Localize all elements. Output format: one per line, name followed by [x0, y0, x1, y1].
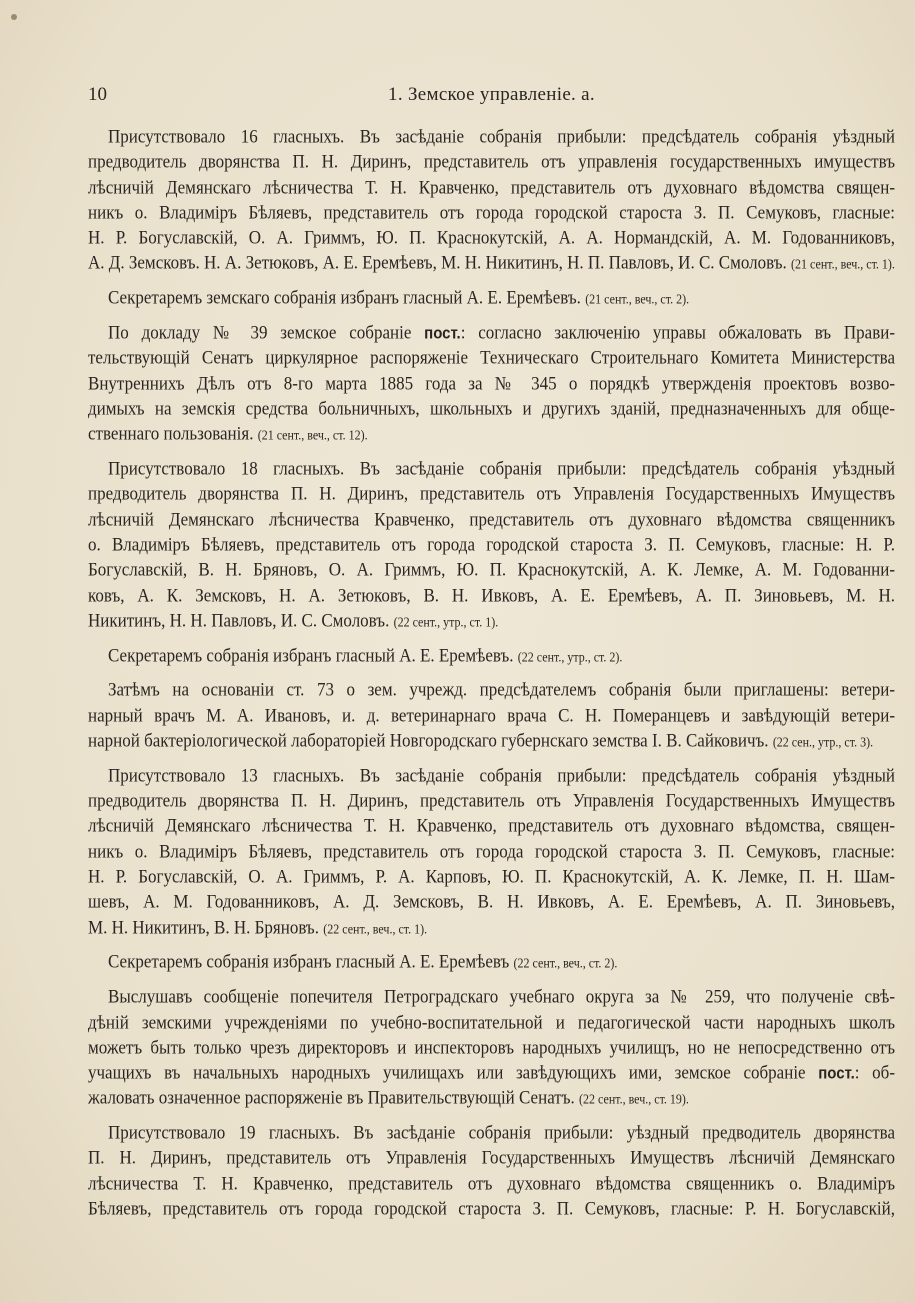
line-text: предводитель дворянства П. Н. Диринъ, представитель отъ управленія государственныхъ имуществъ: [88, 151, 895, 173]
line-text: Секретаремъ собранія избранъ гласный А. Е. Еремѣевъ: [108, 951, 510, 973]
text-line: [108, 641, 895, 669]
text-line: [88, 148, 895, 176]
paragraph: [88, 456, 895, 633]
text-line: [88, 1144, 895, 1172]
ink-spot: [11, 14, 17, 20]
text-line: [88, 198, 895, 226]
page-number: 10: [88, 84, 107, 105]
session-reference: (22 сент., веч., ст. 2).: [513, 955, 618, 972]
line-text: М. Н. Никитинъ, В. Н. Бряновъ.: [88, 916, 319, 938]
text-line: [88, 480, 895, 508]
line-text: никъ о. Владиміръ Бѣляевъ, представитель отъ города городской староста З. П. Семуковъ, гласные:: [88, 840, 895, 862]
line-text: Бѣляевъ, представитель отъ города городской староста З. П. Семуковъ, гласные: Р. Н. Богуславскій,: [88, 1197, 895, 1220]
line-text: Н. Р. Богуславскій, О. А. Гриммъ, Ю. П. Краснокутскій, А. А. Нормандскій, А. М. Годованниковъ,: [88, 227, 895, 249]
session-reference: (21 сент., веч., ст. 12).: [257, 427, 368, 444]
line-text: лѣсничій Демянскаго лѣсничества Кравченко, представитель отъ духовнаго вѣдомства священникъ: [88, 508, 895, 530]
paragraph: [88, 320, 895, 446]
line-text: о. Владиміръ Бѣляевъ, представитель отъ города городской староста З. П. Семуковъ, гласные: Н. Р.: [88, 533, 895, 556]
session-reference: (22 сент., утр., ст. 1).: [393, 614, 499, 630]
session-reference: (22 сент., веч., ст. 19).: [579, 1091, 689, 1108]
text-line: [88, 1008, 895, 1036]
text-line: [88, 1084, 895, 1112]
text-line: [88, 701, 895, 729]
paragraph: [108, 643, 895, 668]
line-text: жаловать означенное распоряженіе въ Правительствующій Сенатъ.: [88, 1087, 575, 1109]
line-text: Присутствовало 18 гласныхъ. Въ засѣданіе собранія прибыли: предсѣдатель собранія уѣздный: [108, 457, 895, 480]
text-line: [88, 1033, 895, 1061]
text-line: [88, 505, 895, 533]
line-text: никъ о. Владиміръ Бѣляевъ, представитель отъ города городской староста З. П. Семуковъ, гласные:: [88, 201, 895, 224]
line-text: нарной бактеріологической лабораторіей Новгородскаго губернскаго земства І. В. Сайковичъ.: [88, 729, 769, 752]
line-text: ковъ, А. К. Земсковъ, Н. А. Зетюковъ, В. Н. Ивковъ, А. Е. Еремѣевъ, А. П. Зиновьевъ, М. Н.: [88, 584, 895, 606]
session-reference: (22 сент., веч., ст. 1).: [323, 920, 428, 937]
line-text: Присутствовало 13 гласныхъ. Въ засѣданіе собранія прибыли: предсѣдатель собранія уѣздный: [108, 764, 895, 786]
line-text: Присутствовало 19 гласныхъ. Въ засѣданіе собранія прибыли: уѣздный предводитель дворянства: [108, 1122, 895, 1144]
text-line: [108, 948, 895, 976]
line-text: предводитель дворянства П. Н. Диринъ, представитель отъ Управленія Государственныхъ Имуществъ: [88, 483, 895, 505]
line-text: тельствующій Сенатъ циркулярное распоряженіе Техническаго Строительнаго Комитета Министерства: [88, 347, 895, 369]
line-text: Выслушавъ сообщеніе попечителя Петроградскаго учебнаго округа за № 259, что полученіе свѣ-: [108, 986, 895, 1008]
line-text: можетъ быть только чрезъ директоровъ и инспекторовъ народныхъ училищъ, но не непосредственно отъ: [88, 1036, 895, 1058]
line-text: Секретаремъ земскаго собранія избранъ гласный А. Е. Еремѣевъ.: [108, 287, 581, 309]
text-line: [108, 284, 895, 312]
text-line: [88, 727, 895, 755]
text-line: [88, 1195, 895, 1223]
line-text: предводитель дворянства П. Н. Диринъ, представитель отъ Управленія Государственныхъ Имуществъ: [88, 789, 895, 812]
text-line: [88, 344, 895, 372]
line-text: дѣній земскими учрежденіями по учебно-воспитательной и педагогической части народныхъ школъ: [88, 1011, 895, 1033]
line-text: П. Н. Диринъ, представитель отъ Управленія Государственныхъ Имуществъ лѣсничій Демянскаго: [88, 1147, 895, 1169]
resolution-abbrev: пост.: [818, 1064, 855, 1084]
paragraph: [88, 124, 895, 276]
line-text: лѣсничій Демянскаго лѣсничества Т. Н. Кравченко, представитель отъ духовнаго вѣдомства священ-: [88, 176, 895, 198]
resolution-abbrev: пост.: [424, 324, 461, 344]
line-text: Никитинъ, Н. Н. Павловъ, И. С. Смоловъ.: [88, 609, 390, 631]
text-line: [88, 1169, 895, 1197]
text-line: [88, 606, 895, 634]
paragraph: [88, 677, 895, 753]
text-line: [108, 983, 895, 1011]
text-line: [88, 581, 895, 609]
line-text: Н. Р. Богуславскій, О. А. Гриммъ, Р. А. Карповъ, Ю. П. Краснокутскій, А. К. Лемке, П. Н. Шам-: [88, 865, 895, 888]
text-line: [88, 913, 895, 941]
session-reference: (21 сент., веч., ст. 1).: [791, 256, 895, 273]
line-text: шевъ, А. М. Годованниковъ, А. Д. Земсковъ, В. Н. Ивковъ, А. Е. Еремѣевъ, А. П. Зиновьевъ,: [88, 891, 895, 913]
text-line: [88, 369, 895, 397]
line-text: лѣсничій Демянскаго лѣсничества Т. Н. Кравченко, представитель отъ духовнаго вѣдомства, священ-: [88, 815, 895, 837]
line-text: Богуславскій, В. Н. Бряновъ, О. А. Гриммъ, Ю. П. Краснокутскій, А. К. Лемке, А. М. Годованни-: [88, 559, 895, 581]
line-text: А. Д. Земсковъ. Н. А. Зетюковъ, А. Е. Еремѣевъ, М. Н. Никитинъ, Н. П. Павловъ, И. С. Смоловъ.: [88, 252, 787, 274]
paragraph: [88, 763, 895, 940]
text-line: [88, 173, 895, 201]
line-text: учащихъ въ начальныхъ народныхъ училищахъ или завѣдующихъ ими, земское собраніе пост.: об-: [88, 1061, 895, 1084]
line-text: нарный врачъ М. А. Ивановъ, и. д. ветеринарнаго врача С. Н. Померанцевъ и завѣдующій ветери-: [88, 704, 895, 726]
line-text: Затѣмъ на основаніи ст. 73 о зем. учрежд. предсѣдателемъ собранія были приглашены: ветери-: [108, 679, 895, 701]
line-text: Внутреннихъ Дѣлъ отъ 8-го марта 1885 года за № 345 о порядкѣ утвержденія проектовъ возво-: [88, 372, 895, 394]
line-text: Присутствовало 16 гласныхъ. Въ засѣданіе собранія прибыли: предсѣдатель собранія уѣздный: [108, 125, 895, 148]
text-line: [88, 812, 895, 840]
line-text: По докладу № 39 земское собраніе пост.: согласно заключенію управы обжаловать въ Прави-: [108, 321, 895, 344]
running-head: 1. Земское управленіе. а.: [388, 84, 595, 105]
text-line: [88, 888, 895, 916]
session-reference: (21 сент., веч., ст. 2).: [585, 291, 690, 308]
session-reference: (22 сент., утр., ст. 2).: [517, 648, 623, 665]
paragraph: [88, 984, 895, 1110]
paragraph: [108, 949, 895, 974]
paragraph: [108, 285, 895, 310]
paragraph: [88, 1120, 895, 1221]
session-reference: (22 сен., утр., ст. 3).: [772, 734, 874, 751]
document-body: [88, 124, 895, 1231]
text-line: [88, 249, 895, 277]
line-text: Секретаремъ собранія избранъ гласный А. Е. Еремѣевъ.: [108, 644, 514, 666]
line-text: димыхъ на земскія средства больничныхъ, школьныхъ и другихъ зданій, предназначенныхъ для обще-: [88, 397, 895, 420]
line-text: ственнаго пользованія.: [88, 423, 254, 445]
text-line: [88, 556, 895, 584]
text-line: [88, 420, 895, 448]
line-text: лѣсничества Т. Н. Кравченко, представитель отъ духовнаго вѣдомства священникъ о. Владиміръ: [88, 1172, 895, 1194]
text-line: [88, 837, 895, 865]
text-line: [108, 761, 895, 789]
page-header: [88, 84, 895, 110]
text-line: [108, 676, 895, 704]
